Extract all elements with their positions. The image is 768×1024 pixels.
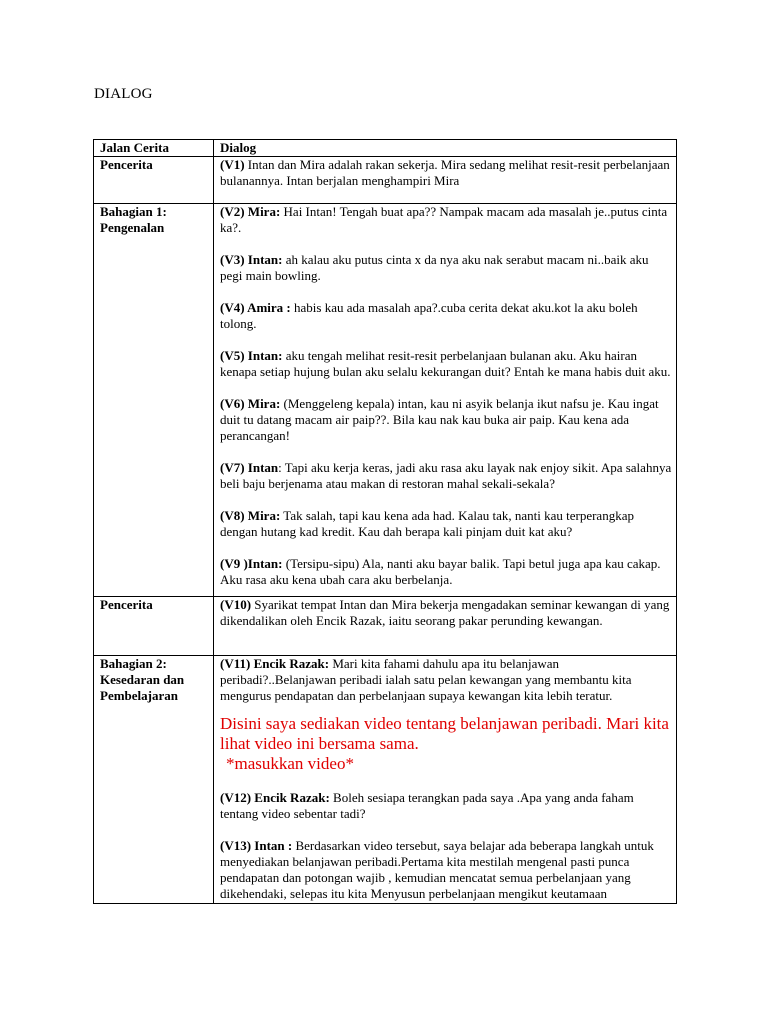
dialog-line bbox=[220, 508, 672, 540]
dialog-text: Berdasarkan video tersebut, saya belajar ada beberapa langkah untuk menyediakan belanjawan peribadi.Pertama kita mestilah mengenal pasti punca pendapatan dan potongan wajib , kemudian mencatat semua perbelanjaan yang dikehendaki, selepas itu kita Menyusun perbelanjaan mengikut keutamaan bbox=[220, 838, 654, 901]
dialog-text: : Tapi aku kerja keras, jadi aku rasa aku layak nak enjoy sikit. Apa salahnya beli baju berjenama atau makan di restoran mahal sekali-sekala? bbox=[220, 460, 672, 491]
dialog-table bbox=[93, 139, 677, 904]
dialog-text: aku tengah melihat resit-resit perbelanjaan bulanan aku. Aku hairan kenapa setiap hujung bulan aku selalu kekurangan duit? Entah ke mana habis duit aku. bbox=[220, 348, 671, 379]
dialog-cell bbox=[214, 656, 677, 904]
dialog-line bbox=[220, 157, 672, 189]
dialog-text: habis kau ada masalah apa?.cuba cerita dekat aku.kot la aku boleh tolong. bbox=[220, 300, 638, 331]
dialog-cell-content bbox=[220, 656, 672, 903]
dialog-cell bbox=[214, 204, 677, 597]
dialog-line bbox=[220, 597, 672, 629]
dialog-line bbox=[220, 838, 672, 902]
dialog-text: Syarikat tempat Intan dan Mira bekerja mengadakan seminar kewangan di yang dikendalikan oleh Encik Razak, iaitu seorang pakar perunding kewangan. bbox=[220, 597, 670, 628]
dialog-cell bbox=[214, 157, 677, 204]
speaker-label: (V5) Intan: bbox=[220, 348, 283, 363]
speaker-label: (V9 )Intan: bbox=[220, 556, 283, 571]
dialog-text: Tak salah, tapi kau kena ada had. Kalau tak, nanti kau terperangkap dengan hutang kad kredit. Kau dah berapa kali pinjam duit kat aku? bbox=[220, 508, 634, 539]
document-title: DIALOG bbox=[94, 86, 153, 102]
speaker-label: (V13) Intan : bbox=[220, 838, 293, 853]
dialog-text: Mari kita fahami dahulu apa itu belanjawan peribadi?..Belanjawan peribadi ialah satu pelan kewangan yang membantu kita mengurus pendapatan dan perbelanjaan supaya kewangan kita lebih teratur. bbox=[220, 656, 632, 703]
dialog-line bbox=[220, 556, 672, 588]
dialog-line bbox=[220, 300, 672, 332]
table-row bbox=[94, 204, 677, 597]
dialog-text: ah kalau aku putus cinta x da nya aku nak serabut macam ni..baik aku pegi main bowling. bbox=[220, 252, 649, 283]
dialog-text: (Menggeleng kepala) intan, kau ni asyik belanja ikut nafsu je. Kau ingat duit tu datang macam air paip??. Bila kau nak kau buka air paip. Kau kena ada perancangan! bbox=[220, 396, 659, 443]
table-row bbox=[94, 157, 677, 204]
section-cell: Pencerita bbox=[94, 597, 214, 656]
video-note bbox=[220, 714, 672, 774]
speaker-label: (V1) bbox=[220, 157, 245, 172]
header-dialog: Dialog bbox=[214, 140, 677, 157]
speaker-label: (V8) Mira: bbox=[220, 508, 281, 523]
dialog-cell bbox=[214, 597, 677, 656]
video-placeholder-text: *masukkan video* bbox=[226, 754, 354, 773]
speaker-label: (V3) Intan: bbox=[220, 252, 283, 267]
speaker-label: (V4) Amira : bbox=[220, 300, 291, 315]
header-jalan-cerita: Jalan Cerita bbox=[94, 140, 214, 157]
dialog-line bbox=[220, 656, 672, 704]
dialog-line bbox=[220, 204, 672, 236]
dialog-line bbox=[220, 396, 672, 444]
dialog-line bbox=[220, 252, 672, 284]
speaker-label: (V7) Intan bbox=[220, 460, 279, 475]
section-cell: Bahagian 1: Pengenalan bbox=[94, 204, 214, 597]
table-row bbox=[94, 656, 677, 904]
dialog-text: Intan dan Mira adalah rakan sekerja. Mira sedang melihat resit-resit perbelanjaan bulanannya. Intan berjalan menghampiri Mira bbox=[220, 157, 670, 188]
video-note-text: Disini saya sediakan video tentang belanjawan peribadi. Mari kita lihat video ini bersama sama. bbox=[220, 714, 669, 753]
speaker-label: (V11) Encik Razak: bbox=[220, 656, 330, 671]
speaker-label: (V12) Encik Razak: bbox=[220, 790, 330, 805]
dialog-text: Hai Intan! Tengah buat apa?? Nampak macam ada masalah je..putus cinta ka?. bbox=[220, 204, 668, 235]
speaker-label: (V2) Mira: bbox=[220, 204, 281, 219]
dialog-text: (Tersipu-sipu) Ala, nanti aku bayar balik. Tapi betul juga apa kau cakap. Aku rasa aku kena ubah cara aku berbelanja. bbox=[220, 556, 661, 587]
table-row bbox=[94, 597, 677, 656]
dialog-line bbox=[220, 790, 672, 822]
section-cell: Pencerita bbox=[94, 157, 214, 204]
dialog-line bbox=[220, 460, 672, 492]
dialog-text: Boleh sesiapa terangkan pada saya .Apa yang anda faham tentang video sebentar tadi? bbox=[220, 790, 634, 821]
speaker-label: (V6) Mira: bbox=[220, 396, 281, 411]
speaker-label: (V10) bbox=[220, 597, 252, 612]
table-header-row bbox=[94, 140, 677, 157]
dialog-line bbox=[220, 348, 672, 380]
section-cell: Bahagian 2: Kesedaran dan Pembelajaran bbox=[94, 656, 214, 904]
